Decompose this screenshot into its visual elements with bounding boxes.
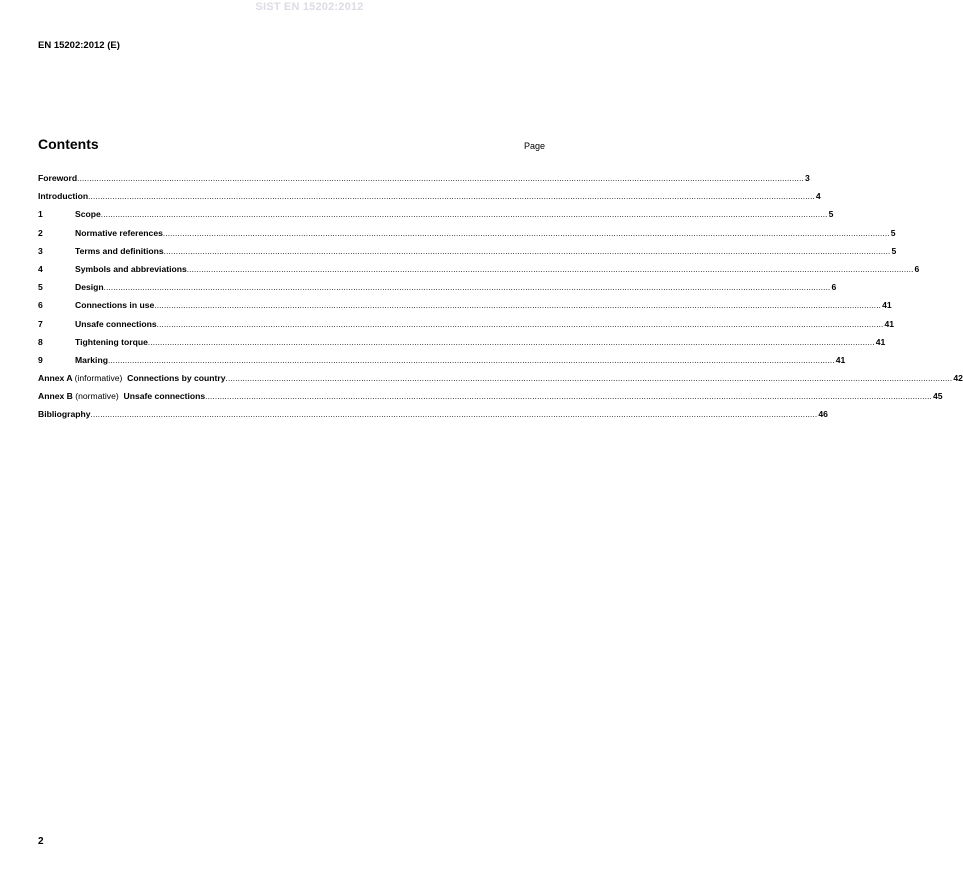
toc-entry-page: 46 xyxy=(818,409,828,420)
toc-entry[interactable] xyxy=(38,300,892,318)
toc-entry-page: 3 xyxy=(804,173,810,183)
toc-entry-title: Normative references xyxy=(75,227,163,238)
toc-entry-title: Connections in use xyxy=(75,300,155,311)
dot-leader: ............................................................................................................................................................................................................................................................................................................ xyxy=(77,174,804,183)
dot-leader: ............................................................................................................................................................................................................................................................................................................ xyxy=(100,210,828,220)
annex-label: Annex B xyxy=(38,391,73,402)
toc-entry-title: Foreword xyxy=(38,173,78,183)
toc-entry-number: 2 xyxy=(38,227,43,238)
dot-leader: ............................................................................................................................................................................................................................................................................................................ xyxy=(225,374,953,384)
dot-leader: ............................................................................................................................................................................................................................................................................................................ xyxy=(163,246,891,256)
toc-entry[interactable] xyxy=(38,318,895,337)
toc-entry-title: Unsafe connections xyxy=(75,318,157,329)
toc-entry-title: Tightening torque xyxy=(75,336,148,347)
toc-entry-title-group xyxy=(75,300,154,310)
dot-leader: ............................................................................................................................................................................................................................................................................................................ xyxy=(147,337,875,347)
toc-entry-page: 5 xyxy=(890,227,896,238)
watermark: SIST EN 15202:2012 xyxy=(255,1,364,13)
toc-entry-title-group xyxy=(75,319,157,329)
toc-entry-page: 42 xyxy=(953,373,963,384)
toc-entry-title-group xyxy=(38,391,205,401)
toc-entry-title: Bibliography xyxy=(38,409,91,420)
toc-entry[interactable] xyxy=(38,191,821,209)
toc-entry-page: 4 xyxy=(815,191,821,202)
toc-entry-title-group xyxy=(75,282,104,292)
toc-entry-page: 41 xyxy=(882,300,892,311)
toc-entry-title-group xyxy=(38,191,88,201)
toc-entry[interactable] xyxy=(38,282,837,300)
dot-leader: ............................................................................................................................................................................................................................................................................................................ xyxy=(154,301,882,311)
document-id: EN 15202:2012 (E) xyxy=(38,40,120,51)
toc-entry-page: 5 xyxy=(828,209,834,220)
toc-entry-title-group xyxy=(75,209,101,219)
toc-entry[interactable] xyxy=(38,263,920,282)
toc-entry-page: 6 xyxy=(831,282,837,293)
toc-entry[interactable] xyxy=(38,227,896,246)
toc-entry-title: Symbols and abbreviations xyxy=(75,263,187,274)
dot-leader: ............................................................................................................................................................................................................................................................................................................ xyxy=(162,228,890,238)
toc-entry-number: 1 xyxy=(38,209,43,220)
toc-entry-number: 9 xyxy=(38,354,43,365)
page-column-label: Page xyxy=(523,141,545,151)
toc-entry-page: 45 xyxy=(932,391,943,402)
annex-qualifier: (informative) xyxy=(74,373,123,384)
toc-entry[interactable] xyxy=(38,373,963,391)
toc-entry-page: 5 xyxy=(891,245,897,256)
dot-leader: ............................................................................................................................................................................................................................................................................................................ xyxy=(103,283,831,293)
dot-leader: ............................................................................................................................................................................................................................................................................................................ xyxy=(205,392,932,402)
toc-entry-number: 4 xyxy=(38,263,43,274)
toc-entry-title-group xyxy=(75,337,148,347)
toc-entry-number: 7 xyxy=(38,318,43,329)
toc-entry-page: 6 xyxy=(914,263,920,274)
toc-entry-title-group xyxy=(75,228,163,238)
toc-entry-page: 41 xyxy=(875,336,886,347)
toc-entry-number: 8 xyxy=(38,336,43,347)
toc-entry-title-group xyxy=(75,355,108,365)
contents-title: Contents xyxy=(38,136,99,152)
toc-entry-title: Connections by country xyxy=(127,373,226,384)
toc-entry[interactable] xyxy=(38,409,828,427)
dot-leader: ............................................................................................................................................................................................................................................................................................................ xyxy=(90,410,818,420)
toc-entry-page: 41 xyxy=(884,318,895,329)
annex-label: Annex A xyxy=(38,373,73,384)
annex-qualifier: (normative) xyxy=(75,391,119,402)
table-of-contents xyxy=(38,173,963,428)
toc-entry-title: Design xyxy=(75,282,104,293)
toc-entry-title-group xyxy=(75,246,164,256)
toc-entry-number: 3 xyxy=(38,245,43,256)
toc-entry[interactable] xyxy=(38,245,897,264)
toc-entry[interactable] xyxy=(38,336,886,355)
toc-entry[interactable] xyxy=(38,173,810,191)
toc-entry-title: Scope xyxy=(75,209,101,220)
toc-entry[interactable] xyxy=(38,209,834,227)
toc-entry-number: 6 xyxy=(38,300,43,311)
toc-entry-title: Unsafe connections xyxy=(123,391,206,402)
dot-leader: ............................................................................................................................................................................................................................................................................................................ xyxy=(107,355,835,365)
toc-entry-title: Marking xyxy=(75,354,108,365)
toc-entry-title: Terms and definitions xyxy=(75,245,164,256)
toc-entry-title-group xyxy=(75,264,187,274)
toc-entry[interactable] xyxy=(38,391,943,409)
footer-page-number: 2 xyxy=(38,836,44,847)
toc-entry-number: 5 xyxy=(38,282,43,293)
toc-entry-title-group xyxy=(38,373,226,383)
dot-leader: ............................................................................................................................................................................................................................................................................................................ xyxy=(186,264,914,274)
toc-entry-title-group xyxy=(38,409,91,419)
toc-entry-title: Introduction xyxy=(38,191,89,202)
dot-leader: ............................................................................................................................................................................................................................................................................................................ xyxy=(156,319,884,329)
toc-entry-title-group xyxy=(38,173,77,183)
dot-leader: ............................................................................................................................................................................................................................................................................................................ xyxy=(88,192,815,202)
toc-entry-page: 41 xyxy=(835,354,846,365)
toc-entry[interactable] xyxy=(38,354,846,373)
